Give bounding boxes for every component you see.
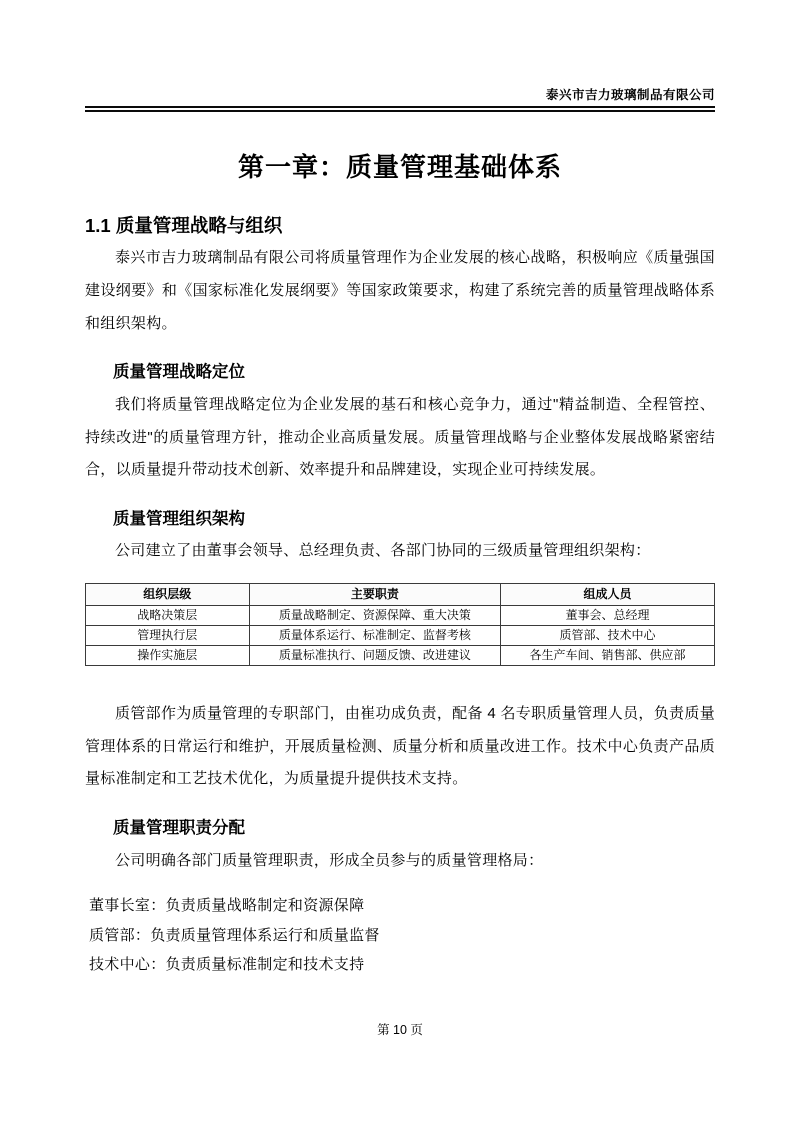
page-number: 第 10 页 bbox=[377, 1023, 423, 1037]
document-footer bbox=[0, 1022, 800, 1038]
table-cell: 战略决策层 bbox=[86, 606, 250, 626]
header-double-rule bbox=[85, 106, 715, 112]
table-row bbox=[86, 646, 715, 666]
organization-detail-paragraph: 质管部作为质量管理的专职部门，由崔功成负责，配备 4 名专职质量管理人员，负责质量管理体系的日常运行和维护，开展质量检测、质量分析和质量改进工作。技术中心负责产品质量标准制定和工艺技术优化，为质量提升提供技术支持。 bbox=[85, 705, 715, 788]
responsibility-sub-heading: 质量管理职责分配 bbox=[113, 819, 245, 838]
table-cell: 操作实施层 bbox=[86, 646, 250, 666]
organization-intro-paragraph: 公司建立了由董事会领导、总经理负责、各部门协同的三级质量管理组织架构： bbox=[115, 542, 651, 560]
table-cell: 质量战略制定、资源保障、重大决策 bbox=[249, 606, 501, 626]
section-intro-paragraph: 泰兴市吉力玻璃制品有限公司将质量管理作为企业发展的核心战略，积极响应《质量强国建设纲要》和《国家标准化发展纲要》等国家政策要求，构建了系统完善的质量管理战略体系和组织架构。 bbox=[85, 249, 715, 332]
document-header bbox=[85, 88, 715, 112]
table-header-level: 组织层级 bbox=[86, 584, 250, 606]
table-cell: 管理执行层 bbox=[86, 626, 250, 646]
table-header-members: 组成人员 bbox=[501, 584, 715, 606]
table-row bbox=[86, 606, 715, 626]
table-cell: 质量标准执行、问题反馈、改进建议 bbox=[249, 646, 501, 666]
org-structure-table bbox=[85, 583, 715, 666]
section-heading: 1.1 质量管理战略与组织 bbox=[85, 215, 283, 237]
list-item: 质管部：负责质量管理体系运行和质量监督 bbox=[89, 926, 380, 944]
table-row bbox=[86, 626, 715, 646]
table-cell: 各生产车间、销售部、供应部 bbox=[501, 646, 715, 666]
list-item: 技术中心：负责质量标准制定和技术支持 bbox=[89, 955, 365, 973]
header-company-name: 泰兴市吉力玻璃制品有限公司 bbox=[545, 88, 715, 102]
responsibility-list bbox=[85, 891, 715, 979]
strategy-paragraph: 我们将质量管理战略定位为企业发展的基石和核心竞争力，通过"精益制造、全程管控、持续改进"的质量管理方针，推动企业高质量发展。质量管理战略与企业整体发展战略紧密结合，以质量提升带动技术创新、效率提升和品牌建设，实现企业可持续发展。 bbox=[85, 395, 715, 479]
table-cell: 董事会、总经理 bbox=[501, 606, 715, 626]
table-cell: 质量体系运行、标准制定、监督考核 bbox=[249, 626, 501, 646]
responsibility-intro-paragraph: 公司明确各部门质量管理职责，形成全员参与的质量管理格局： bbox=[115, 851, 544, 869]
list-item: 董事长室：负责质量战略制定和资源保障 bbox=[89, 897, 365, 915]
chapter-title: 第一章：质量管理基础体系 bbox=[237, 152, 562, 182]
strategy-sub-heading: 质量管理战略定位 bbox=[113, 363, 245, 382]
table-header-duty: 主要职责 bbox=[249, 584, 501, 606]
table-cell: 质管部、技术中心 bbox=[501, 626, 715, 646]
organization-sub-heading: 质量管理组织架构 bbox=[113, 509, 245, 528]
table-header-row bbox=[86, 584, 715, 606]
